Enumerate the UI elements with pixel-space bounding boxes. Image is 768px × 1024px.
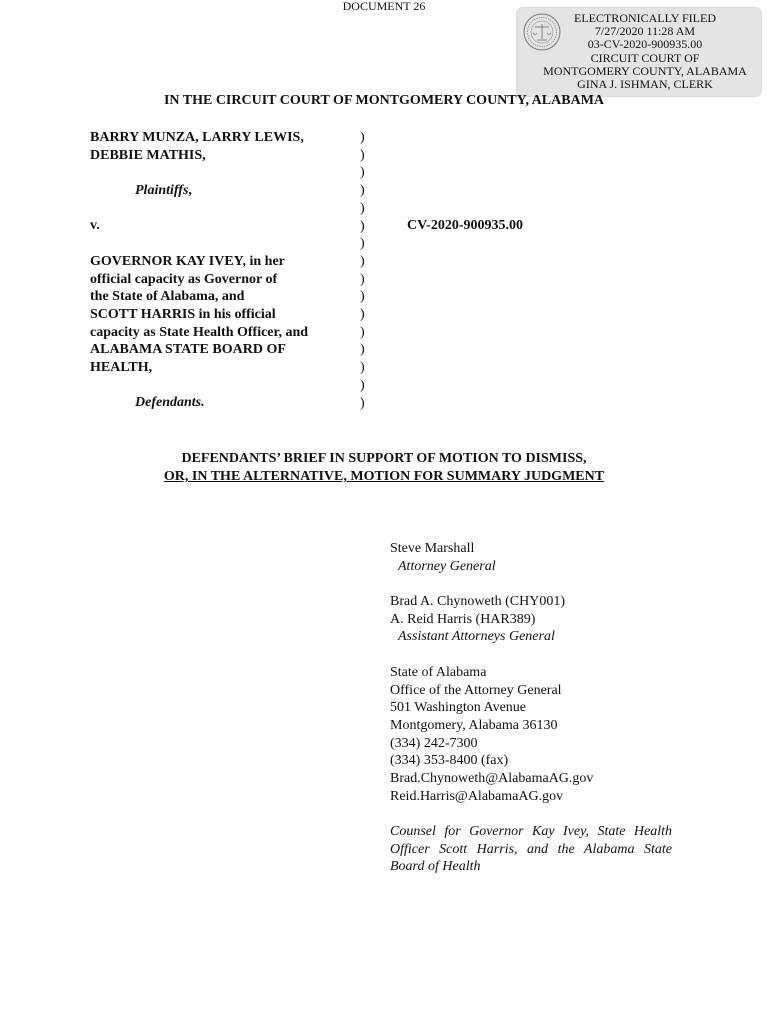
stamp-line: MONTGOMERY COUNTY, ALABAMA bbox=[543, 63, 747, 78]
case-number: CV-2020-900935.00 bbox=[407, 218, 524, 233]
stamp-line: ELECTRONICALLY FILED bbox=[573, 11, 716, 25]
attorney-general-name: Steve Marshall bbox=[390, 541, 475, 556]
phone-number: (334) 242-7300 bbox=[390, 735, 478, 751]
versus-label: v. bbox=[90, 218, 100, 234]
plaintiff-names: BARRY MUNZA, LARRY LEWIS, bbox=[90, 130, 304, 145]
defendant-names: the State of Alabama, and bbox=[90, 289, 245, 305]
address-line: 501 Washington Avenue bbox=[390, 700, 527, 716]
court-title: IN THE CIRCUIT COURT OF MONTGOMERY COUNTY, ALABAMA bbox=[163, 93, 605, 108]
caption-paren: ) bbox=[360, 324, 365, 340]
defendants-label: Defendants. bbox=[135, 395, 205, 411]
fax-number: (334) 353-8400 (fax) bbox=[390, 753, 509, 769]
stamp-line: 03-CV-2020-900935.00 bbox=[587, 37, 703, 52]
caption-paren: ) bbox=[360, 289, 365, 305]
defendant-names: capacity as State Health Officer, and bbox=[90, 324, 309, 340]
email-address: Reid.Harris@AlabamaAG.gov bbox=[390, 788, 564, 804]
assistants-title: Assistant Attorneys General bbox=[398, 629, 555, 645]
caption-paren: ) bbox=[360, 165, 365, 181]
caption-paren: ) bbox=[360, 395, 365, 411]
stamp-line: CIRCUIT COURT OF bbox=[590, 50, 700, 65]
document-number: DOCUMENT 26 bbox=[342, 0, 426, 13]
stamp-line: 7/27/2020 11:28 AM bbox=[594, 24, 696, 39]
stamp-line: GINA J. ISHMAN, CLERK bbox=[577, 77, 713, 92]
caption-paren: ) bbox=[360, 236, 365, 252]
document-title-line-2: OR, IN THE ALTERNATIVE, MOTION FOR SUMMARY JUDGMENT bbox=[163, 469, 605, 484]
caption-paren: ) bbox=[360, 130, 365, 145]
caption-paren: ) bbox=[360, 253, 365, 269]
assistant-attorney-name: A. Reid Harris (HAR389) bbox=[390, 611, 536, 627]
address-line: Office of the Attorney General bbox=[390, 682, 562, 698]
document-title-line-1: DEFENDANTS’ BRIEF IN SUPPORT OF MOTION TO DISMISS, bbox=[181, 451, 587, 466]
counsel-description-line: Board of Health bbox=[390, 859, 481, 875]
counsel-description-line: Officer Scott Harris, and the Alabama State bbox=[390, 841, 672, 857]
defendant-names: GOVERNOR KAY IVEY, in her bbox=[90, 253, 285, 269]
counsel-description-line: Counsel for Governor Kay Ivey, State Health bbox=[390, 824, 672, 839]
electronic-filing-stamp bbox=[517, 8, 761, 96]
caption-paren: ) bbox=[360, 183, 365, 199]
caption-paren: ) bbox=[360, 271, 365, 287]
caption-paren: ) bbox=[360, 342, 365, 358]
case-caption bbox=[90, 129, 350, 412]
document-title bbox=[0, 450, 768, 486]
assistant-attorney-name: Brad A. Chynoweth (CHY001) bbox=[390, 594, 565, 610]
counsel-description bbox=[390, 823, 672, 876]
caption-paren: ) bbox=[360, 360, 365, 376]
caption-parentheses bbox=[360, 129, 365, 412]
address-line: Montgomery, Alabama 36130 bbox=[390, 717, 558, 733]
caption-paren: ) bbox=[360, 307, 365, 323]
email-address: Brad.Chynoweth@AlabamaAG.gov bbox=[390, 770, 594, 786]
defendant-names: official capacity as Governor of bbox=[90, 271, 278, 287]
counsel-block bbox=[390, 540, 672, 876]
caption-paren: ) bbox=[360, 377, 365, 393]
caption-paren: ) bbox=[360, 147, 365, 163]
plaintiffs-label: Plaintiffs, bbox=[135, 183, 192, 199]
plaintiff-names: DEBBIE MATHIS, bbox=[90, 147, 206, 163]
defendant-names: ALABAMA STATE BOARD OF bbox=[90, 342, 286, 358]
attorney-general-title: Attorney General bbox=[398, 558, 496, 574]
defendant-names: HEALTH, bbox=[90, 359, 153, 375]
address-line: State of Alabama bbox=[390, 664, 487, 680]
caption-paren: ) bbox=[360, 200, 365, 216]
defendant-names: SCOTT HARRIS in his official bbox=[90, 306, 276, 322]
caption-paren: ) bbox=[360, 218, 365, 234]
